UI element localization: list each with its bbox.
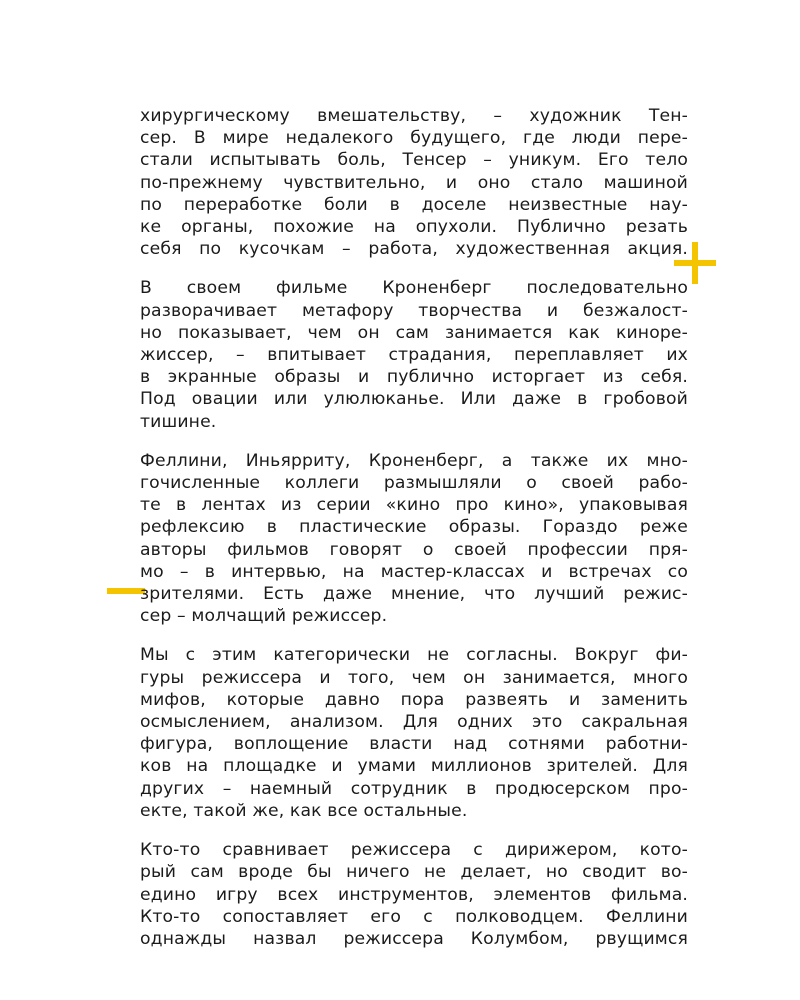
text-line: Мы с этим категорически не согласны. Вокруг фи- [140, 645, 688, 666]
text-line: ков на площадке и умами миллионов зрителей. Для [140, 756, 688, 777]
text-line: авторы фильмов говорят о своей профессии пря- [140, 539, 688, 560]
plus-icon-vertical-stroke [692, 242, 698, 284]
text-line: мо – в интервью, на мастер-классах и встречах со [140, 561, 688, 582]
text-line: однажды назвал режиссера Колумбом, рвущимся [140, 928, 688, 949]
text-line: себя по кусочкам – работа, художественная акция. [140, 239, 688, 260]
text-line: осмыслением, анализом. Для одних это сакральная [140, 712, 688, 733]
text-line: В своем фильме Кроненберг последовательно [140, 278, 688, 299]
text-line: разворачивает метафору творчества и безжалост- [140, 300, 688, 321]
text-line: екте, такой же, как все остальные. [140, 800, 468, 821]
text-line: тишине. [140, 411, 217, 432]
text-line: хирургическому вмешательству, – художник Тен- [140, 106, 688, 126]
paragraph-3 [140, 450, 688, 628]
text-line: рефлексию в пластические образы. Гораздо реже [140, 517, 688, 538]
text-line: фигура, воплощение власти над сотнями работни- [140, 734, 688, 755]
text-line: Феллини, Иньярриту, Кроненберг, а также их мно- [140, 450, 688, 471]
paragraph-2 [140, 277, 688, 432]
text-line: сер. В мире недалекого будущего, где люди пере- [140, 128, 688, 149]
text-line: Под овации или улюлюканье. Или даже в гробовой [140, 389, 688, 410]
text-line: едино игру всех инструментов, элементов фильма. [140, 884, 688, 905]
text-line: Кто-то сравнивает режиссера с дирижером, кото- [140, 840, 688, 861]
text-line: Кто-то сопоставляет его с полководцем. Феллини [140, 906, 688, 927]
text-line: в экранные образы и публично исторгает из себя. [140, 367, 688, 388]
paragraph-1 [140, 105, 688, 260]
text-line: жиссер, – впитывает страдания, переплавляет их [140, 345, 688, 366]
text-line: те в лентах из серии «кино про кино», упаковывая [140, 495, 688, 516]
text-line: зрителями. Есть даже мнение, что лучший режис- [140, 584, 688, 605]
text-line: стали испытывать боль, Тенсер – уникум. Его тело [140, 150, 688, 171]
text-line: но показывает, чем он сам занимается как киноре- [140, 322, 688, 343]
text-line: сер – молчащий режиссер. [140, 606, 388, 627]
text-line: мифов, которые давно пора развеять и заменить [140, 689, 688, 710]
text-line: по переработке боли в доселе неизвестные нау- [140, 194, 688, 215]
text-line: по-прежнему чувствительно, и оно стало машиной [140, 172, 688, 193]
text-line: гуры режиссера и того, чем он занимается, много [140, 667, 688, 688]
text-line: ке органы, похожие на опухоли. Публично резать [140, 217, 688, 238]
paragraph-5 [140, 839, 688, 950]
text-line: других – наемный сотрудник в продюсерском про- [140, 778, 688, 799]
body-text [140, 105, 688, 967]
text-line: гочисленные коллеги размышляли о своей рабо- [140, 473, 688, 494]
text-line: рый сам вроде бы ничего не делает, но сводит во- [140, 862, 688, 883]
paragraph-4 [140, 644, 688, 822]
